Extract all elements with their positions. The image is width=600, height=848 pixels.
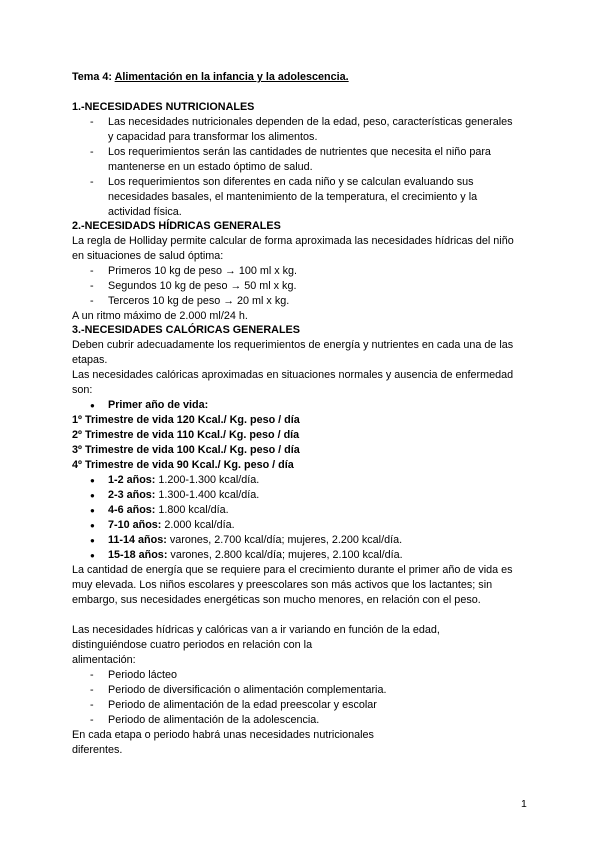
first-year-heading: Primer año de vida: — [108, 399, 209, 411]
age-value: varones, 2.700 kcal/día; mujeres, 2.200 kcal/día. — [166, 534, 403, 546]
section-2-heading: 2.-NECESIDADS HÍDRICAS GENERALES — [72, 220, 281, 232]
paragraph-line: Las necesidades calóricas aproximadas en situaciones normales y ausencia de enfermedad — [72, 369, 514, 381]
trimester-line: 1º Trimestre de vida 120 Kcal./ Kg. peso / día — [72, 414, 300, 426]
section-1-heading: 1.-NECESIDADES NUTRICIONALES — [72, 101, 255, 113]
list-item-line: Terceros 10 kg de peso → 20 ml x kg. — [108, 295, 290, 307]
trimester-line: 2º Trimestre de vida 110 Kcal./ Kg. peso / día — [72, 429, 300, 441]
age-item — [108, 518, 235, 533]
dash-bullet: - — [90, 699, 94, 711]
dash-bullet: - — [90, 295, 94, 307]
paragraph-line: La cantidad de energía que se requiere para el crecimiento durante el primer año de vida es — [72, 564, 513, 576]
trimester-line: 4º Trimestre de vida 90 Kcal./ Kg. peso / día — [72, 459, 294, 471]
paragraph-line: Las necesidades hídricas y calóricas van a ir variando en función de la edad, — [72, 624, 440, 636]
age-label: 1-2 años: — [108, 474, 156, 486]
paragraph-line: A un ritmo máximo de 2.000 ml/24 h. — [72, 310, 248, 322]
list-item-line: Segundos 10 kg de peso → 50 ml x kg. — [108, 280, 297, 292]
list-item-line: Periodo lácteo — [108, 669, 178, 681]
paragraph-line: en situaciones de salud óptima: — [72, 250, 224, 262]
paragraph-line: embargo, sus necesidades energéticas son mucho menores, en relación con el peso. — [72, 594, 481, 606]
dash-bullet: - — [90, 116, 94, 128]
age-item — [108, 503, 229, 518]
list-item-line: actividad física. — [108, 206, 182, 218]
trimester-line: 3º Trimestre de vida 100 Kcal./ Kg. peso / día — [72, 444, 300, 456]
round-bullet: ● — [90, 476, 95, 485]
age-label: 4-6 años: — [108, 504, 156, 516]
round-bullet: ● — [90, 551, 95, 560]
age-label: 15-18 años: — [108, 549, 168, 561]
dash-bullet: - — [90, 146, 94, 158]
age-value: 1.800 kcal/día. — [155, 504, 229, 516]
age-label: 2-3 años: — [108, 489, 156, 501]
age-item — [108, 473, 259, 488]
paragraph-line: son: — [72, 384, 93, 396]
dash-bullet: - — [90, 684, 94, 696]
section-3-heading: 3.-NECESIDADES CALÓRICAS GENERALES — [72, 324, 300, 336]
round-bullet: ● — [90, 536, 95, 545]
round-bullet: ● — [90, 521, 95, 530]
topic-label: Tema 4: — [72, 71, 113, 83]
list-item-line: Primeros 10 kg de peso → 100 ml x kg. — [108, 265, 298, 277]
list-item-line: Las necesidades nutricionales dependen de la edad, peso, características generales — [108, 116, 513, 128]
list-item-line: y capacidad para transformar los alimentos. — [108, 131, 318, 143]
topic-heading — [72, 70, 349, 85]
paragraph-line: diferentes. — [72, 744, 123, 756]
dash-bullet: - — [90, 280, 94, 292]
paragraph-line: Deben cubrir adecuadamente los requerimientos de energía y nutrientes en cada una de las — [72, 339, 514, 351]
age-value: 1.200-1.300 kcal/día. — [155, 474, 260, 486]
list-item-line: Periodo de alimentación de la adolescencia. — [108, 714, 320, 726]
dash-bullet: - — [90, 265, 94, 277]
dash-bullet: - — [90, 176, 94, 188]
round-bullet: ● — [90, 491, 95, 500]
age-value: varones, 2.800 kcal/día; mujeres, 2.100 kcal/día. — [167, 549, 403, 561]
paragraph-line: alimentación: — [72, 654, 136, 666]
dash-bullet: - — [90, 669, 94, 681]
age-item — [108, 548, 403, 563]
page-number: 1 — [521, 798, 527, 810]
paragraph-line: etapas. — [72, 354, 108, 366]
round-bullet: ● — [90, 401, 95, 410]
age-label: 7-10 años: — [108, 519, 162, 531]
list-item-line: Los requerimientos serán las cantidades de nutrientes que necesita el niño para — [108, 146, 491, 158]
list-item-line: Periodo de diversificación o alimentación complementaria. — [108, 684, 387, 696]
age-label: 11-14 años: — [108, 534, 167, 546]
round-bullet: ● — [90, 506, 95, 515]
list-item-line: Periodo de alimentación de la edad preescolar y escolar — [108, 699, 377, 711]
age-item — [108, 533, 402, 548]
paragraph-line: La regla de Holliday permite calcular de forma aproximada las necesidades hídricas del niño — [72, 235, 514, 247]
topic-title: Alimentación en la infancia y la adolescencia. — [114, 71, 349, 83]
paragraph-line: En cada etapa o periodo habrá unas necesidades nutricionales — [72, 729, 374, 741]
dash-bullet: - — [90, 714, 94, 726]
list-item-line: necesidades basales, el mantenimiento de la temperatura, el crecimiento y la — [108, 191, 478, 203]
paragraph-line: distinguiéndose cuatro periodos en relación con la — [72, 639, 313, 651]
list-item-line: Los requerimientos son diferentes en cada niño y se calculan evaluando sus — [108, 176, 474, 188]
age-item — [108, 488, 259, 503]
paragraph-line: muy elevada. Los niños escolares y preescolares son más activos que los lactantes; sin — [72, 579, 493, 591]
list-item-line: mantenerse en un estado óptimo de salud. — [108, 161, 313, 173]
age-value: 2.000 kcal/día. — [161, 519, 235, 531]
age-value: 1.300-1.400 kcal/día. — [155, 489, 260, 501]
